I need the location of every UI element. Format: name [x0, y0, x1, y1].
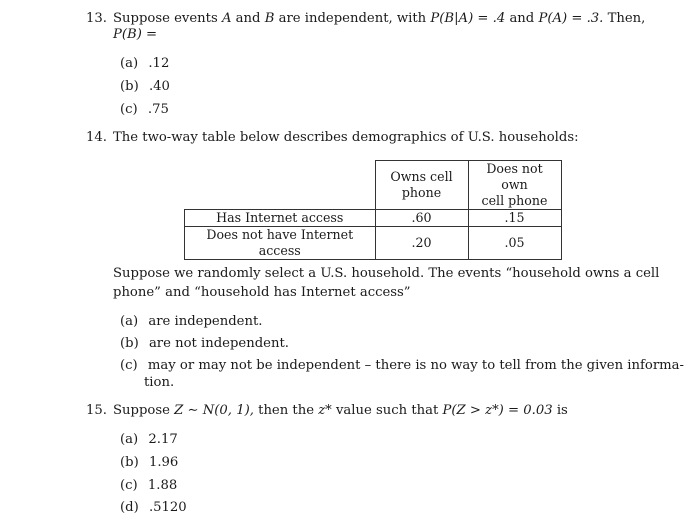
option-c[interactable]: (c) 1.88: [120, 478, 178, 493]
question-stem: Suppose Z ∼ N(0, 1), then the z* value such that P(Z > z*) = 0.03 is: [113, 403, 568, 418]
table-row: [185, 227, 562, 260]
option-a[interactable]: (a) are independent.: [120, 314, 263, 329]
table-cell: .15: [468, 210, 561, 227]
question-stem: The two-way table below describes demographics of U.S. households:: [113, 130, 579, 145]
col-header-no-cell: Does not own cell phone: [468, 161, 561, 210]
col-header-owns-cell: Owns cell phone: [375, 161, 468, 210]
question-number: 14.: [86, 130, 107, 145]
table-cell: .20: [375, 227, 468, 260]
question-number: 13.: [86, 11, 107, 26]
option-c-continued: tion.: [144, 375, 175, 390]
question-body-line2: phone” and “household has Internet access”: [113, 285, 411, 300]
question-number: 15.: [86, 403, 107, 418]
question-body-line1: Suppose we randomly select a U.S. household. The events “household owns a cell: [113, 266, 660, 281]
table-row: [185, 210, 562, 227]
option-b[interactable]: (b) .40: [120, 79, 170, 94]
question-ask: P(B) =: [113, 27, 158, 42]
option-b[interactable]: (b) 1.96: [120, 455, 179, 470]
option-a[interactable]: (a) 2.17: [120, 432, 178, 447]
option-d[interactable]: (d) .5120: [120, 500, 187, 515]
table-cell: .05: [468, 227, 561, 260]
option-b[interactable]: (b) are not independent.: [120, 336, 289, 351]
table-cell: .60: [375, 210, 468, 227]
row-label: Has Internet access: [185, 210, 376, 227]
question-stem: Suppose events A and B are independent, with P(B|A) = .4 and P(A) = .3. Then,: [113, 11, 646, 26]
option-c[interactable]: (c) may or may not be independent – there is no way to tell from the given informa-: [120, 358, 684, 373]
option-c[interactable]: (c) .75: [120, 102, 169, 117]
demographics-table: [184, 160, 562, 260]
option-a[interactable]: (a) .12: [120, 56, 170, 71]
row-label: Does not have Internet access: [185, 227, 376, 260]
